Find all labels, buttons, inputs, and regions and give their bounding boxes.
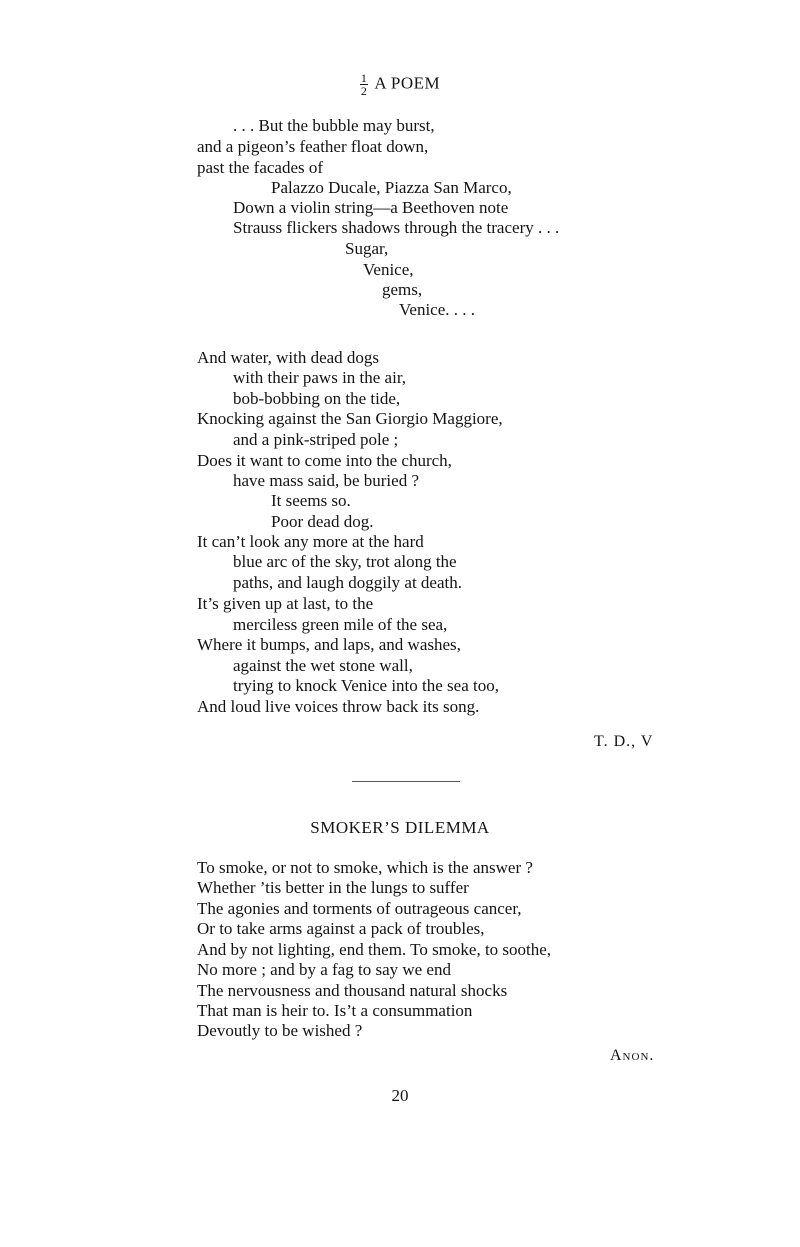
poem-signature: T. D., V xyxy=(594,733,654,750)
poem-line: Palazzo Ducale, Piazza San Marco, xyxy=(271,178,512,197)
poem-line: To smoke, or not to smoke, which is the answer ? xyxy=(197,858,533,877)
poem-line: Does it want to come into the church, xyxy=(197,451,452,470)
poem-line: paths, and laugh doggily at death. xyxy=(233,573,462,592)
poem-title xyxy=(0,72,800,97)
poem-line: Or to take arms against a pack of troubles, xyxy=(197,919,485,938)
poem-line: And water, with dead dogs xyxy=(197,348,380,367)
poem-line: Whether ’tis better in the lungs to suffer xyxy=(197,878,469,897)
poem-line: bob-bobbing on the tide, xyxy=(233,389,401,408)
poem-line: Venice. . . . xyxy=(399,300,476,319)
poem-line: The nervousness and thousand natural shocks xyxy=(197,981,508,1000)
poem-signature: Anon. xyxy=(610,1047,655,1064)
poem-title-text: SMOKER’S DILEMMA xyxy=(310,818,490,837)
poem-title-text: A POEM xyxy=(374,73,441,93)
poem-line: And by not lighting, end them. To smoke, to soothe, xyxy=(197,940,552,959)
page-number: 20 xyxy=(391,1086,409,1105)
poem-line: Poor dead dog. xyxy=(271,512,374,531)
poem-line: gems, xyxy=(382,280,423,299)
poem-line: Knocking against the San Giorgio Maggiore, xyxy=(197,409,503,428)
half-fraction: $\frac{1}{2}$ xyxy=(360,71,368,98)
poem-line: Strauss flickers shadows through the tracery . . . xyxy=(233,218,560,237)
poem-line: And loud live voices throw back its song. xyxy=(197,697,480,716)
poem-line: Down a violin string—a Beethoven note xyxy=(233,198,509,217)
poem-line: Venice, xyxy=(363,260,414,279)
poem-line: It can’t look any more at the hard xyxy=(197,532,424,551)
poem-line: past the facades of xyxy=(197,158,324,177)
poem-line: Where it bumps, and laps, and washes, xyxy=(197,635,461,654)
poem-line: trying to knock Venice into the sea too, xyxy=(233,676,499,695)
poem-line: against the wet stone wall, xyxy=(233,656,413,675)
poem-line: It’s given up at last, to the xyxy=(197,594,374,613)
poem-line: have mass said, be buried ? xyxy=(233,471,419,490)
poem-line: It seems so. xyxy=(271,491,351,510)
poem-line: Devoutly to be wished ? xyxy=(197,1021,363,1040)
poem-line: with their paws in the air, xyxy=(233,368,407,387)
poem-line: . . . But the bubble may burst, xyxy=(233,116,435,135)
poem-line: and a pink-striped pole ; xyxy=(233,430,399,449)
poem-line: and a pigeon’s feather float down, xyxy=(197,137,429,156)
poem-line: No more ; and by a fag to say we end xyxy=(197,960,451,979)
poem-line: That man is heir to. Is’t a consummation xyxy=(197,1001,473,1020)
section-divider xyxy=(352,781,460,782)
poem-line: merciless green mile of the sea, xyxy=(233,615,448,634)
poem-title xyxy=(0,818,800,838)
poem-line: blue arc of the sky, trot along the xyxy=(233,552,457,571)
poem-line: Sugar, xyxy=(345,239,389,258)
poem-line: The agonies and torments of outrageous cancer, xyxy=(197,899,522,918)
